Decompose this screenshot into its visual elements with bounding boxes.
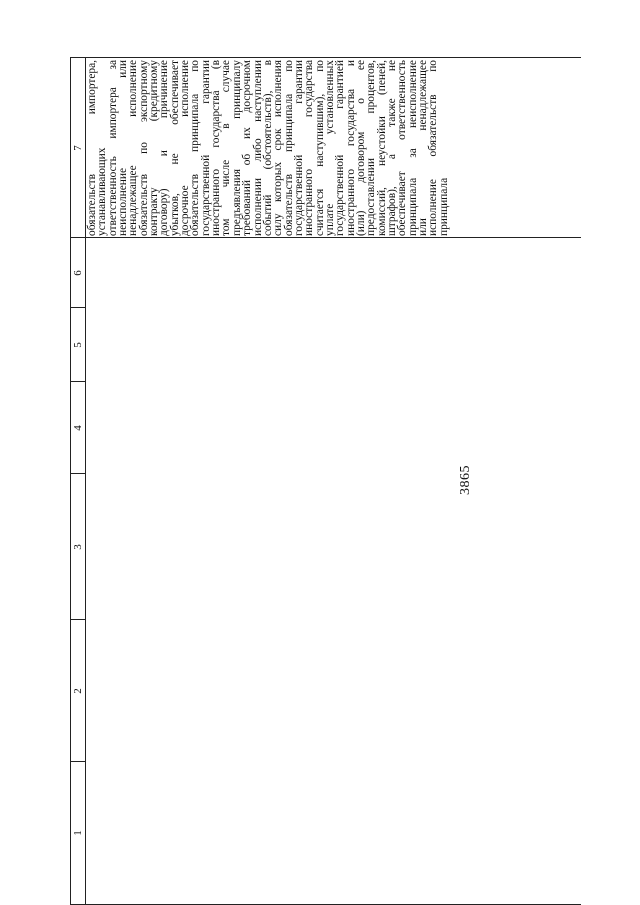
column-header-7: 7	[72, 145, 84, 151]
column-7-line: государственной гарантии	[292, 60, 305, 236]
column-7-line: иностранного государства (в	[210, 60, 223, 236]
column-7-line: исполнении либо наступлении	[251, 60, 264, 236]
column-7-line: ответственность импортера за	[106, 60, 119, 236]
column-7-line: событий (обстоятельств), в	[261, 60, 274, 236]
column-7-line: (или) договором о ее	[354, 60, 367, 236]
column-header-5: 5	[72, 342, 84, 348]
column-7-line: принципала за неисполнение	[406, 60, 419, 236]
column-7-line: уплате установленных	[323, 60, 336, 236]
column-7-line: обязательств принципала по	[189, 60, 202, 236]
column-7-line: иностранного государства	[303, 60, 316, 236]
column-7-line: обязательств принципала по	[282, 60, 295, 236]
column-header-6: 6	[72, 270, 84, 276]
column-divider	[71, 307, 85, 308]
column-divider	[71, 619, 85, 620]
table	[70, 57, 581, 905]
column-7-line: или ненадлежащее	[417, 60, 429, 236]
column-divider	[71, 761, 85, 762]
column-7-line: обеспечивает ответственность	[396, 60, 409, 236]
column-header-1: 1	[72, 830, 84, 836]
column-7-line: договору) и причинение	[158, 60, 171, 236]
rotated-page	[0, 59, 640, 905]
column-divider	[71, 237, 581, 238]
column-7-line: иностранного государства и	[344, 60, 357, 236]
column-7-line: государственной гарантии	[199, 60, 212, 236]
column-7-line: обязательств импортера,	[86, 60, 98, 236]
column-7-line: считается наступившим), по	[313, 60, 326, 236]
column-7-line: комиссий, неустойки (пеней,	[375, 60, 388, 236]
column-header-4: 4	[72, 425, 84, 431]
column-7-line: предъявления принципалу	[230, 60, 243, 236]
column-7-line: исполнение обязательств по	[427, 60, 440, 236]
column-7-line: неисполнение или	[117, 60, 130, 236]
column-header-2: 2	[72, 688, 84, 694]
column-7-line: предоставлении процентов,	[365, 60, 378, 236]
column-7-line: контракту (кредитному	[148, 60, 161, 236]
column-7-line: государственной гарантией	[334, 60, 347, 236]
column-divider	[71, 473, 85, 474]
column-7-line: досрочное исполнение	[179, 60, 192, 236]
column-7-text	[87, 60, 449, 236]
column-7-line: устанавливающих	[96, 147, 109, 236]
table-header-row	[71, 58, 86, 904]
column-header-3: 3	[72, 544, 84, 550]
column-7-line: силу которых срок исполнения	[272, 60, 285, 236]
column-7-line: требований об их досрочном	[241, 60, 254, 236]
column-divider	[71, 381, 85, 382]
column-7-line: принципала	[437, 177, 450, 236]
page-number: 3865	[458, 465, 473, 495]
column-7-line: ненадлежащее исполнение	[127, 60, 140, 236]
column-7-line: убытков, не обеспечивает	[168, 60, 181, 236]
column-7-line: том числе в случае	[220, 60, 233, 236]
column-7-line: штрафов), а также не	[385, 60, 398, 236]
column-7-line: обязательств по экспортному	[137, 60, 150, 236]
